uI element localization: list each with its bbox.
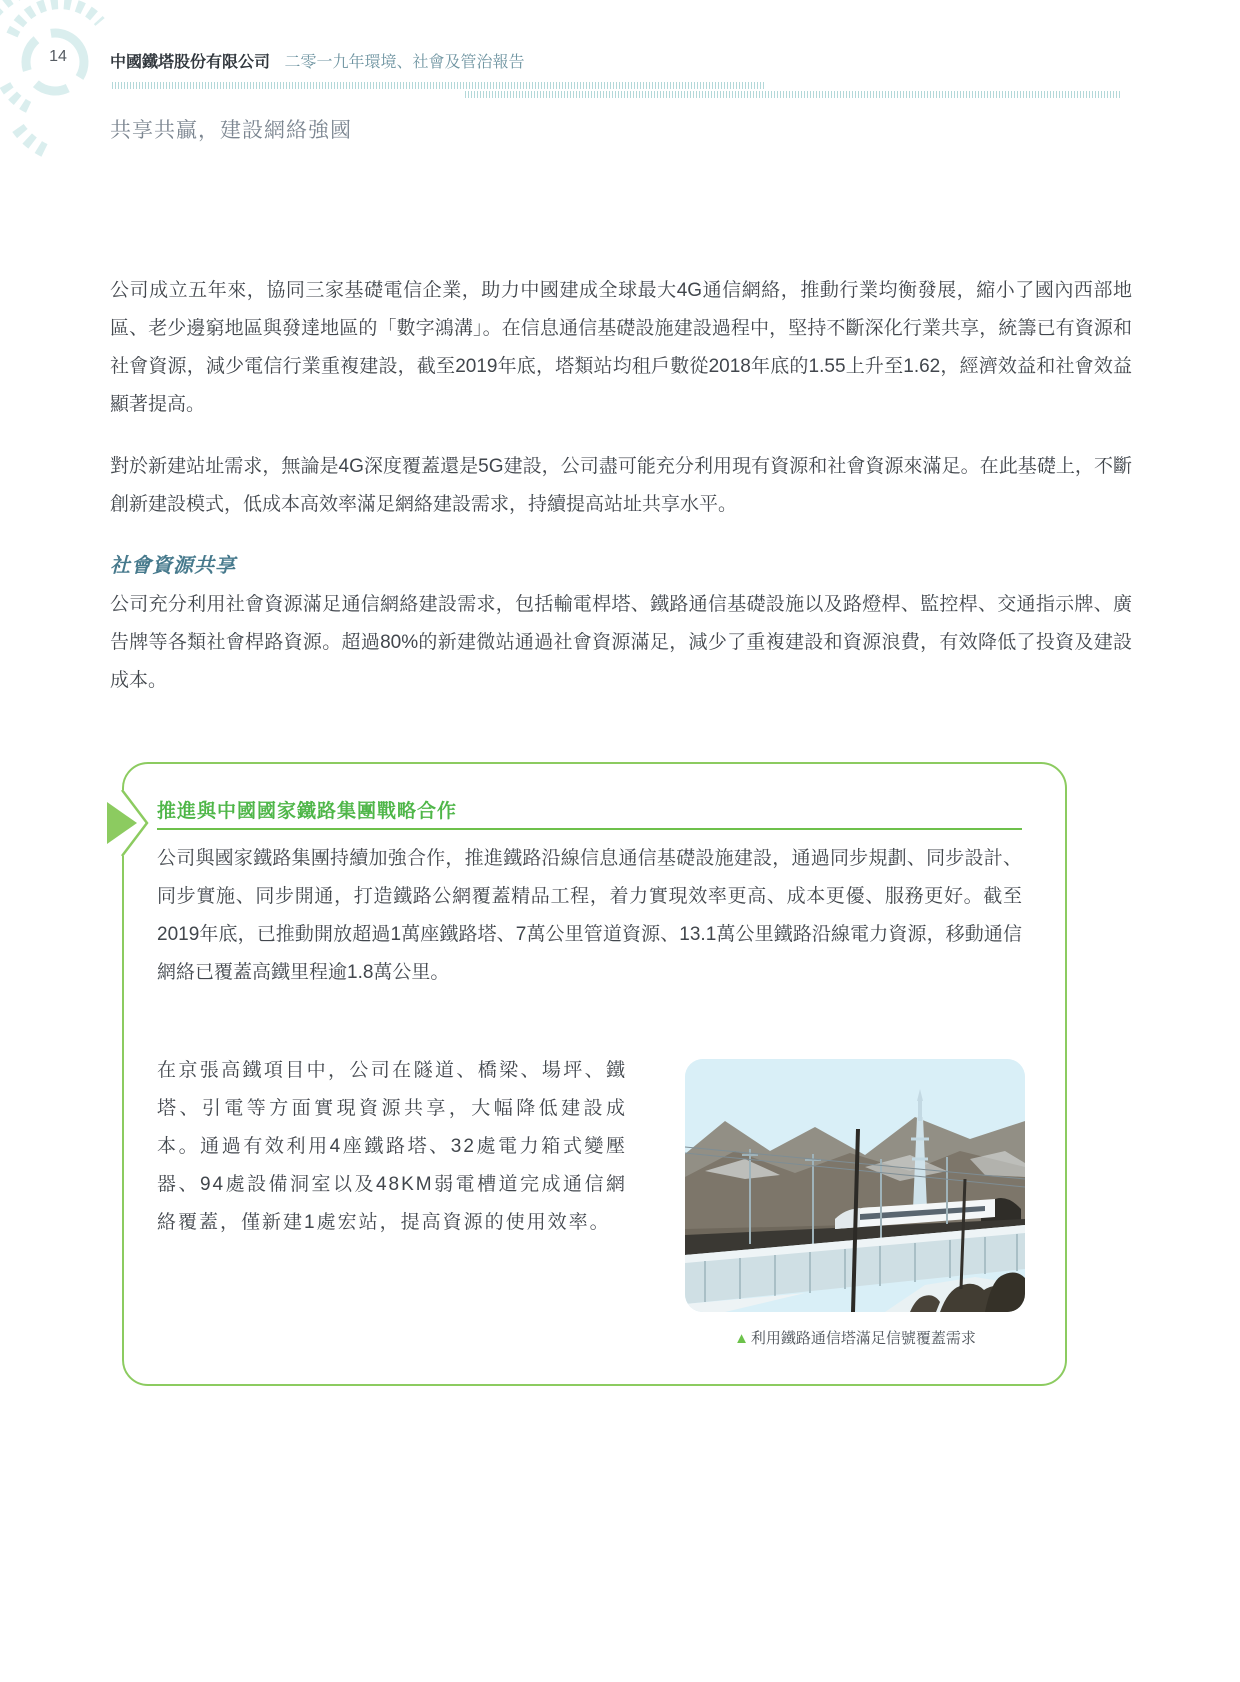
case-study-box [122,762,1067,1386]
subsection-paragraph: 公司充分利用社會資源滿足通信網絡建設需求，包括輸電桿塔、鐵路通信基礎設施以及路燈桿、監控桿、交通指示牌、廣告牌等各類社會桿路資源。超過80%的新建微站通過社會資源滿足，減少了重複建設和資源浪費，有效降低了投資及建設成本。 [110,594,1132,691]
intro-paragraph-1: 公司成立五年來，協同三家基礎電信企業，助力中國建成全球最大4G通信網絡，推動行業均衡發展，縮小了國內西部地區、老少邊窮地區與發達地區的「數字鴻溝」。在信息通信基礎設施建設過程中，堅持不斷深化行業共享，統籌已有資源和社會資源，減少電信行業重複建設，截至2019年底，塔類站均租戶數從2018年底的1.55上升至1.62，經濟效益和社會效益顯著提高。 [110,280,1132,415]
title-underline [157,828,1022,830]
case-study-title: 推進與中國國家鐵路集團戰略合作 [157,801,458,822]
subsection-heading: 社會資源共享 [110,555,236,577]
case-study-paragraph-2: 在京張高鐵項目中，公司在隧道、橋梁、場坪、鐵塔、引電等方面實現資源共享，大幅降低建設成本。通過有效利用4座鐵路塔、32處電力箱式變壓器、94處設備洞室以及48KM弱電槽道完成通信網絡覆蓋，僅新建1處宏站，提高資源的使用效率。 [157,1060,627,1233]
case-study-paragraph-1: 公司與國家鐵路集團持續加強合作，推進鐵路沿線信息通信基礎設施建設，通過同步規劃、同步設計、同步實施、同步開通，打造鐵路公網覆蓋精品工程，着力實現效率更高、成本更優、服務更好。截至2019年底，已推動開放超過1萬座鐵路塔、7萬公里管道資源、13.1萬公里鐵路沿線電力資源，移動通信網絡已覆蓋高鐵里程逾1.8萬公里。 [157,848,1022,983]
header-hatch-rule-top [112,82,764,89]
caption-triangle-icon: ▲ [734,1330,749,1347]
railway-photo [685,1059,1025,1312]
intro-paragraph-2: 對於新建站址需求，無論是4G深度覆蓋還是5G建設，公司盡可能充分利用現有資源和社會資源來滿足。在此基礎上，不斷創新建設模式，低成本高效率滿足網絡建設需求，持續提高站址共享水平。 [110,456,1132,515]
photo-caption [665,1327,1045,1348]
header-hatch-rule-bottom [465,91,1121,98]
page-number: 14 [49,48,67,65]
report-title: 二零一九年環境、社會及管治報告 [284,54,525,71]
chapter-title: 共享共贏，建設網絡強國 [110,119,352,142]
page-header [110,49,524,72]
caption-text: 利用鐵路通信塔滿足信號覆蓋需求 [750,1330,976,1347]
company-name: 中國鐵塔股份有限公司 [110,54,271,71]
